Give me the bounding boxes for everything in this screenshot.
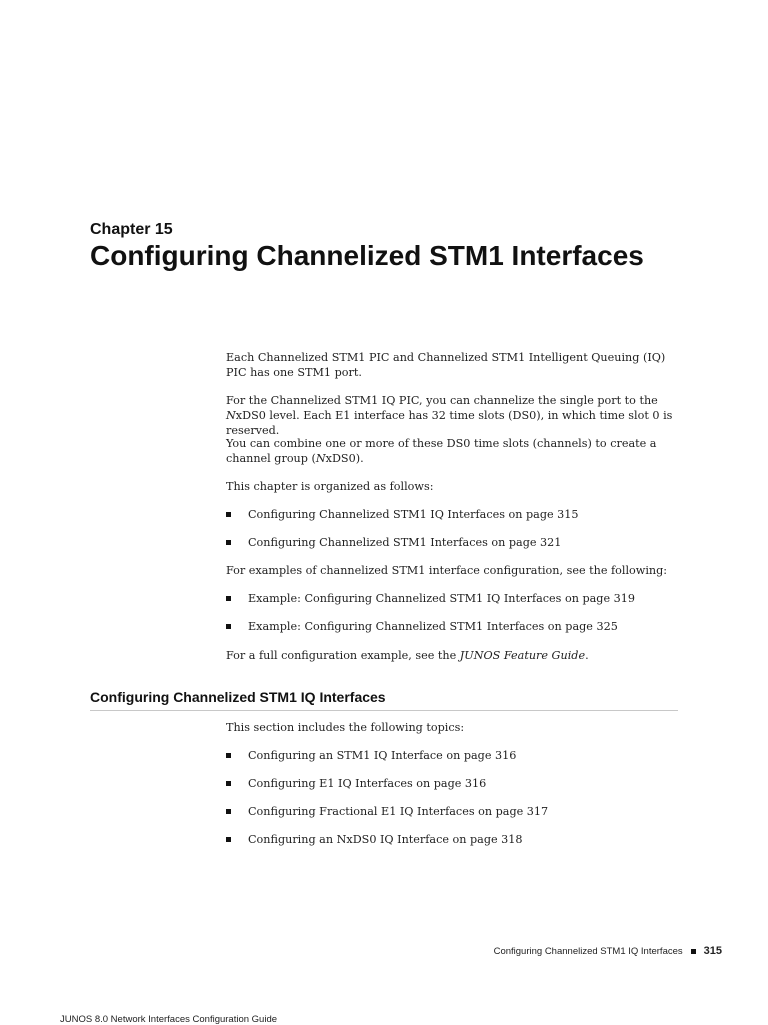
intro-paragraph-3	[226, 436, 686, 466]
intro-paragraph-6	[226, 648, 686, 663]
section-rule	[90, 710, 678, 711]
intro-paragraph-5: For examples of channelized STM1 interface configuration, see the following:	[226, 564, 668, 577]
intro-paragraph-2-text-a: For the Channelized STM1 IQ PIC, you can channelize the single port to the	[226, 394, 658, 407]
intro-paragraph-1: Each Channelized STM1 PIC and Channelized STM1 Intelligent Queuing (IQ) PIC has one STM1 port.	[226, 351, 666, 379]
intro-paragraph-3-italic-n: N	[315, 452, 326, 465]
intro-paragraph-2-italic-n: N	[226, 409, 236, 422]
intro-paragraph-6-text-a: For a full configuration example, see the	[226, 649, 460, 662]
example-link[interactable]: Example: Configuring Channelized STM1 Interfaces on page 325	[248, 620, 618, 633]
page-footer-right	[494, 945, 722, 957]
section-title: Configuring Channelized STM1 IQ Interfaces	[90, 689, 386, 705]
intro-paragraph-3-text-b: xDS0).	[325, 452, 364, 465]
chapter-label: Chapter 15	[90, 221, 173, 238]
bullet-square-icon	[226, 781, 231, 786]
section-intro: This section includes the following topics:	[226, 721, 465, 734]
intro-paragraph-2	[226, 393, 686, 438]
intro-paragraph-4: This chapter is organized as follows:	[226, 480, 434, 493]
topic-link[interactable]: Configuring an STM1 IQ Interface on page 316	[248, 749, 517, 762]
bullet-square-icon	[226, 512, 231, 517]
bullet-square-icon	[226, 809, 231, 814]
bullet-square-icon	[226, 753, 231, 758]
intro-paragraph-3-text-a: You can combine one or more of these DS0 time slots (channels) to create a channel group (	[226, 437, 657, 465]
bullet-square-icon	[226, 837, 231, 842]
bullet-square-icon	[226, 540, 231, 545]
bullet-square-icon	[226, 624, 231, 629]
example-link[interactable]: Example: Configuring Channelized STM1 IQ Interfaces on page 319	[248, 592, 635, 605]
feature-guide-reference: JUNOS Feature Guide	[459, 649, 586, 662]
running-head: Configuring Channelized STM1 IQ Interfaces	[493, 945, 683, 957]
chapter-title: Configuring Channelized STM1 Interfaces	[90, 240, 644, 271]
bullet-square-icon	[226, 596, 231, 601]
intro-paragraph-6-text-b: .	[585, 649, 589, 662]
topic-link[interactable]: Configuring an NxDS0 IQ Interface on page 318	[248, 833, 523, 846]
footer-square-icon	[691, 949, 696, 954]
intro-paragraph-2-text-b: xDS0 level. Each E1 interface has 32 time slots (DS0), in which time slot 0 is reserved.	[226, 409, 673, 437]
toc-link[interactable]: Configuring Channelized STM1 Interfaces on page 321	[248, 536, 562, 549]
topic-link[interactable]: Configuring Fractional E1 IQ Interfaces on page 317	[248, 805, 549, 818]
toc-link[interactable]: Configuring Channelized STM1 IQ Interfaces on page 315	[248, 508, 579, 521]
page-number: 315	[703, 945, 722, 957]
book-title-footer: JUNOS 8.0 Network Interfaces Configuration Guide	[60, 1014, 278, 1025]
topic-link[interactable]: Configuring E1 IQ Interfaces on page 316	[248, 777, 487, 790]
